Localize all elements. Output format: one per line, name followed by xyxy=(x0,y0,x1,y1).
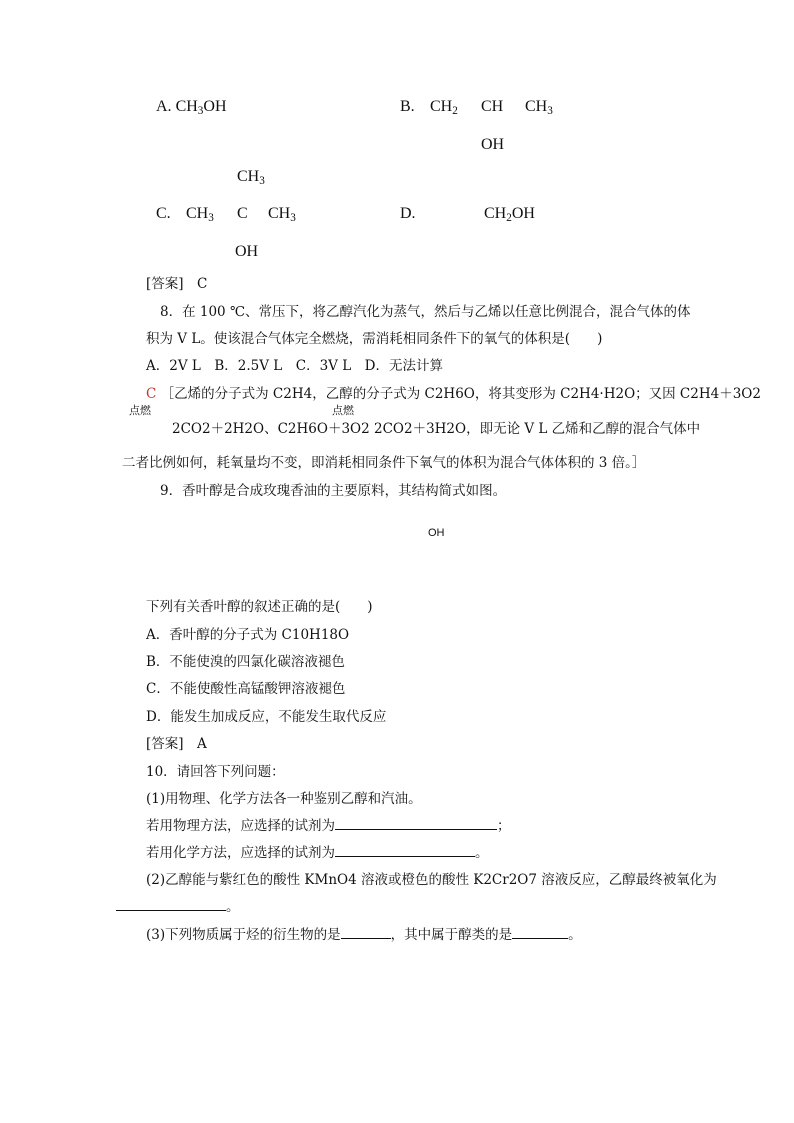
q9-option-b: B．不能使溴的四氯化碳溶液褪色 xyxy=(146,654,345,670)
option-b-oh: OH xyxy=(481,136,505,153)
q8-analysis-line3: 二者比例如何，耗氧量均不变，即消耗相同条件下氧气的体积为混合气体体积的 3 倍。］ xyxy=(122,455,646,471)
q8-stem-line2: 积为 V L。使该混合气体完全燃烧，需消耗相同条件下的氧气的体积是( ) xyxy=(146,331,603,347)
alcohols-blank[interactable] xyxy=(512,926,568,939)
option-c-left: $CH_3$ xyxy=(186,205,214,224)
option-c-top: $CH_3$ xyxy=(237,168,265,187)
q10-part2: (2)乙醇能与紫红色的酸性 KMnO4 溶液或橙色的酸性 K2Cr2O7 溶液反应，乙醇最终被氧化为 xyxy=(146,872,717,888)
q8-analysis-line2a: 2CO2＋2H2O、C2H6O＋3O2 xyxy=(172,421,370,437)
q9-option-c: C．不能使酸性高锰酸钾溶液褪色 xyxy=(146,681,346,697)
q10-part1: (1)用物理、化学方法各一种鉴别乙醇和汽油。 xyxy=(146,791,422,807)
option-d-formula: $CH_2OH$ xyxy=(484,205,535,224)
oxidation-product-blank[interactable] xyxy=(116,898,226,911)
formula-a: $CH_3OH$ xyxy=(175,98,227,117)
q7-answer: [答案] C xyxy=(146,276,208,292)
option-c-oh: OH xyxy=(235,243,259,260)
q10-chemical-line: 若用化学方法，应选择的试剂为 。 xyxy=(146,845,489,861)
option-a: A. $CH_3OH$ xyxy=(156,98,227,117)
option-d-letter: D. xyxy=(400,205,416,222)
q10-part3: (3)下列物质属于烃的衍生物的是 ，其中属于醇类的是 。 xyxy=(146,927,582,943)
q8-analysis-line1: C ［乙烯的分子式为 C2H4，乙醇的分子式为 C2H6O，将其变形为 C2H4·H2O；又因 C2H4＋3O2 xyxy=(146,386,761,402)
physical-answer-blank[interactable] xyxy=(335,817,497,830)
option-c-right: $CH_3$ xyxy=(268,205,296,224)
option-b-letter: B. xyxy=(400,98,415,115)
geraniol-oh-label: OH xyxy=(428,527,445,539)
option-c-letter: C. xyxy=(156,205,171,222)
q9-question: 下列有关香叶醇的叙述正确的是( ) xyxy=(146,599,373,615)
option-c-center: C xyxy=(237,205,248,222)
q8-arrow-label-2: 点燃 xyxy=(332,404,354,417)
q9-stem: 9．香叶醇是合成玫瑰香油的主要原料，其结构简式如图。 xyxy=(160,483,507,499)
option-b-ch3: $CH_3$ xyxy=(525,98,553,117)
q9-option-d: D．能发生加成反应，不能发生取代反应 xyxy=(146,709,387,725)
q10-stem: 10．请回答下列问题： xyxy=(146,764,285,780)
chemical-answer-blank[interactable] xyxy=(335,844,475,857)
q8-arrow-label-1: 点燃 xyxy=(129,404,151,417)
q8-options: A．2V L B．2.5V L C．3V L D．无法计算 xyxy=(146,358,443,374)
option-b-ch: CH xyxy=(481,98,504,115)
q8-analysis-answer: C xyxy=(146,386,157,402)
derivatives-blank[interactable] xyxy=(341,926,391,939)
q8-analysis-line2b: 2CO2＋3H2O，即无论 V L 乙烯和乙醇的混合气体中 xyxy=(374,421,701,437)
q9-option-a: A．香叶醇的分子式为 C10H18O xyxy=(146,627,350,643)
q8-stem-line1: 8．在 100 ℃、常压下，将乙醇汽化为蒸气，然后与乙烯以任意比例混合，混合气体的体 xyxy=(160,304,691,320)
q9-answer: [答案] A xyxy=(146,736,207,752)
q10-physical-line: 若用物理方法，应选择的试剂为 ； xyxy=(146,818,511,834)
option-b-ch2: $CH_2$ xyxy=(430,98,458,117)
q10-part2-answer-line: 。 xyxy=(116,895,240,915)
